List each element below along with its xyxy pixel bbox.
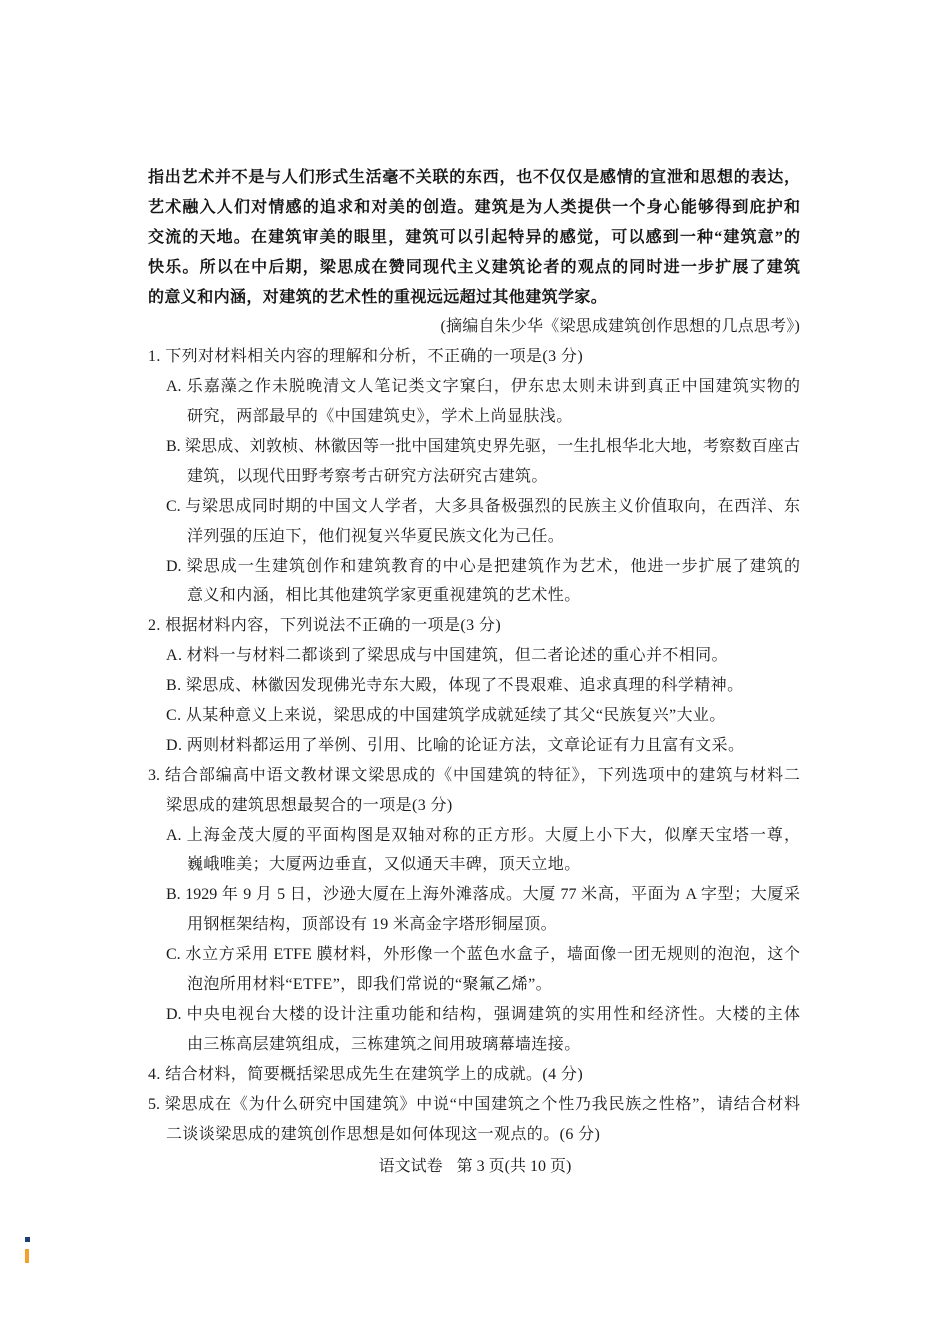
option-d	[166, 1000, 800, 1060]
source-citation: (摘编自朱少华《梁思成建筑创作思想的几点思考》)	[440, 318, 800, 336]
option-d	[166, 731, 800, 761]
option-text-line: A. 材料一与材料二都谈到了梁思成与中国建筑，但二者论述的重心并不相同。	[166, 647, 728, 665]
option-text-line: 巍峨唯美；大厦两边垂直，又似通天丰碑，顶天立地。	[187, 856, 581, 874]
question-stem	[148, 1060, 800, 1090]
footer-subject: 语文试卷	[378, 1158, 443, 1175]
reading-passage	[148, 163, 800, 312]
question-stem-line: 2. 根据材料内容，下列说法不正确的一项是(3 分)	[148, 617, 502, 635]
question-3	[148, 761, 800, 1060]
option-text-line: D. 梁思成一生建筑创作和建筑教育的中心是把建筑作为艺术，他进一步扩展了建筑的	[166, 557, 800, 575]
option-text-line: D. 中央电视台大楼的设计注重功能和结构，强调建筑的实用性和经济性。大楼的主体	[166, 1005, 800, 1023]
scan-mark	[25, 1249, 29, 1263]
passage-line: 快乐。所以在中后期，梁思成在赞同现代主义建筑论者的观点的同时进一步扩展了建筑	[148, 258, 800, 276]
question-stem-line: 4. 结合材料，简要概括梁思成先生在建筑学上的成就。(4 分)	[148, 1065, 584, 1083]
passage-line: 指出艺术并不是与人们形式生活毫不关联的东西，也不仅仅是感情的宣泄和思想的表达，	[148, 169, 800, 186]
option-text-line: B. 1929 年 9 月 5 日，沙逊大厦在上海外滩落成。大厦 77 米高，平面为 A 字型；大厦采	[166, 886, 800, 904]
option-text-line: D. 两则材料都运用了举例、引用、比喻的论证方法，文章论证有力且富有文采。	[166, 736, 745, 754]
option-c	[166, 492, 800, 552]
option-a	[166, 821, 800, 881]
option-text-line: 洋列强的压迫下，他们视复兴华夏民族文化为己任。	[187, 527, 565, 545]
option-c	[166, 701, 800, 731]
question-4	[148, 1060, 800, 1090]
question-5	[148, 1090, 800, 1150]
question-1	[148, 342, 800, 611]
option-text-line: 由三栋高层建筑组成，三栋建筑之间用玻璃幕墙连接。	[187, 1035, 581, 1053]
question-stem-line: 1. 下列对材料相关内容的理解和分析，不正确的一项是(3 分)	[148, 348, 584, 366]
passage-line: 艺术融入人们对情感的追求和对美的创造。建筑是为人类提供一个身心能够得到庇护和	[148, 198, 800, 216]
option-text-line: C. 从某种意义上来说，梁思成的中国建筑学成就延续了其父“民族复兴”大业。	[166, 707, 726, 725]
option-text-line: A. 乐嘉藻之作未脱晚清文人笔记类文字窠臼，伊东忠太则未讲到真正中国建筑实物的	[166, 378, 800, 396]
option-text-line: 意义和内涵，相比其他建筑学家更重视建筑的艺术性。	[187, 587, 581, 605]
option-d	[166, 552, 800, 612]
question-2	[148, 611, 800, 760]
option-a	[166, 641, 800, 671]
page-footer	[0, 1152, 950, 1182]
question-stem	[148, 342, 800, 372]
option-text-line: 用钢框架结构，顶部设有 19 米高金字塔形铜屋顶。	[187, 916, 558, 934]
option-c	[166, 940, 800, 1000]
question-stem-line: 梁思成的建筑思想最契合的一项是(3 分)	[166, 796, 453, 814]
question-stem	[148, 761, 800, 821]
footer-page-number: 第 3 页(共 10 页)	[456, 1158, 572, 1175]
option-text-line: B. 梁思成、刘敦桢、林徽因等一批中国建筑史界先驱，一生扎根华北大地，考察数百座古	[166, 438, 800, 456]
option-text-line: 研究，两部最早的《中国建筑史》，学术上尚显肤浅。	[187, 408, 573, 426]
option-text-line: A. 上海金茂大厦的平面构图是双轴对称的正方形。大厦上小下大，似摩天宝塔一尊，	[166, 826, 800, 844]
option-text-line: C. 水立方采用 ETFE 膜材料，外形像一个蓝色水盒子，墙面像一团无规则的泡泡，这个	[166, 946, 800, 964]
passage-line: 的意义和内涵，对建筑的艺术性的重视远远超过其他建筑学家。	[148, 288, 608, 306]
option-b	[166, 880, 800, 940]
scan-mark	[25, 1237, 30, 1242]
question-stem	[148, 611, 800, 641]
question-stem-line: 5. 梁思成在《为什么研究中国建筑》中说“中国建筑之个性乃我民族之性格”，请结合材料	[148, 1095, 800, 1113]
option-b	[166, 432, 800, 492]
option-text-line: C. 与梁思成同时期的中国文人学者，大多具备极强烈的民族主义价值取向，在西洋、东	[166, 497, 800, 515]
option-b	[166, 671, 800, 701]
option-a	[166, 372, 800, 432]
passage-line: 交流的天地。在建筑审美的眼里，建筑可以引起特异的感觉，可以感到一种“建筑意”的	[148, 228, 800, 246]
question-stem-line: 二谈谈梁思成的建筑创作思想是如何体现这一观点的。(6 分)	[166, 1125, 601, 1143]
option-text-line: 泡泡所用材料“ETFE”，即我们常说的“聚氟乙烯”。	[187, 976, 553, 994]
option-text-line: 建筑，以现代田野考察考古研究方法研究古建筑。	[187, 467, 548, 485]
question-stem-line: 3. 结合部编高中语文教材课文梁思成的《中国建筑的特征》，下列选项中的建筑与材料二	[148, 766, 800, 784]
page-content	[148, 163, 800, 1149]
question-stem	[148, 1090, 800, 1150]
option-text-line: B. 梁思成、林徽因发现佛光寺东大殿，体现了不畏艰难、追求真理的科学精神。	[166, 677, 744, 695]
